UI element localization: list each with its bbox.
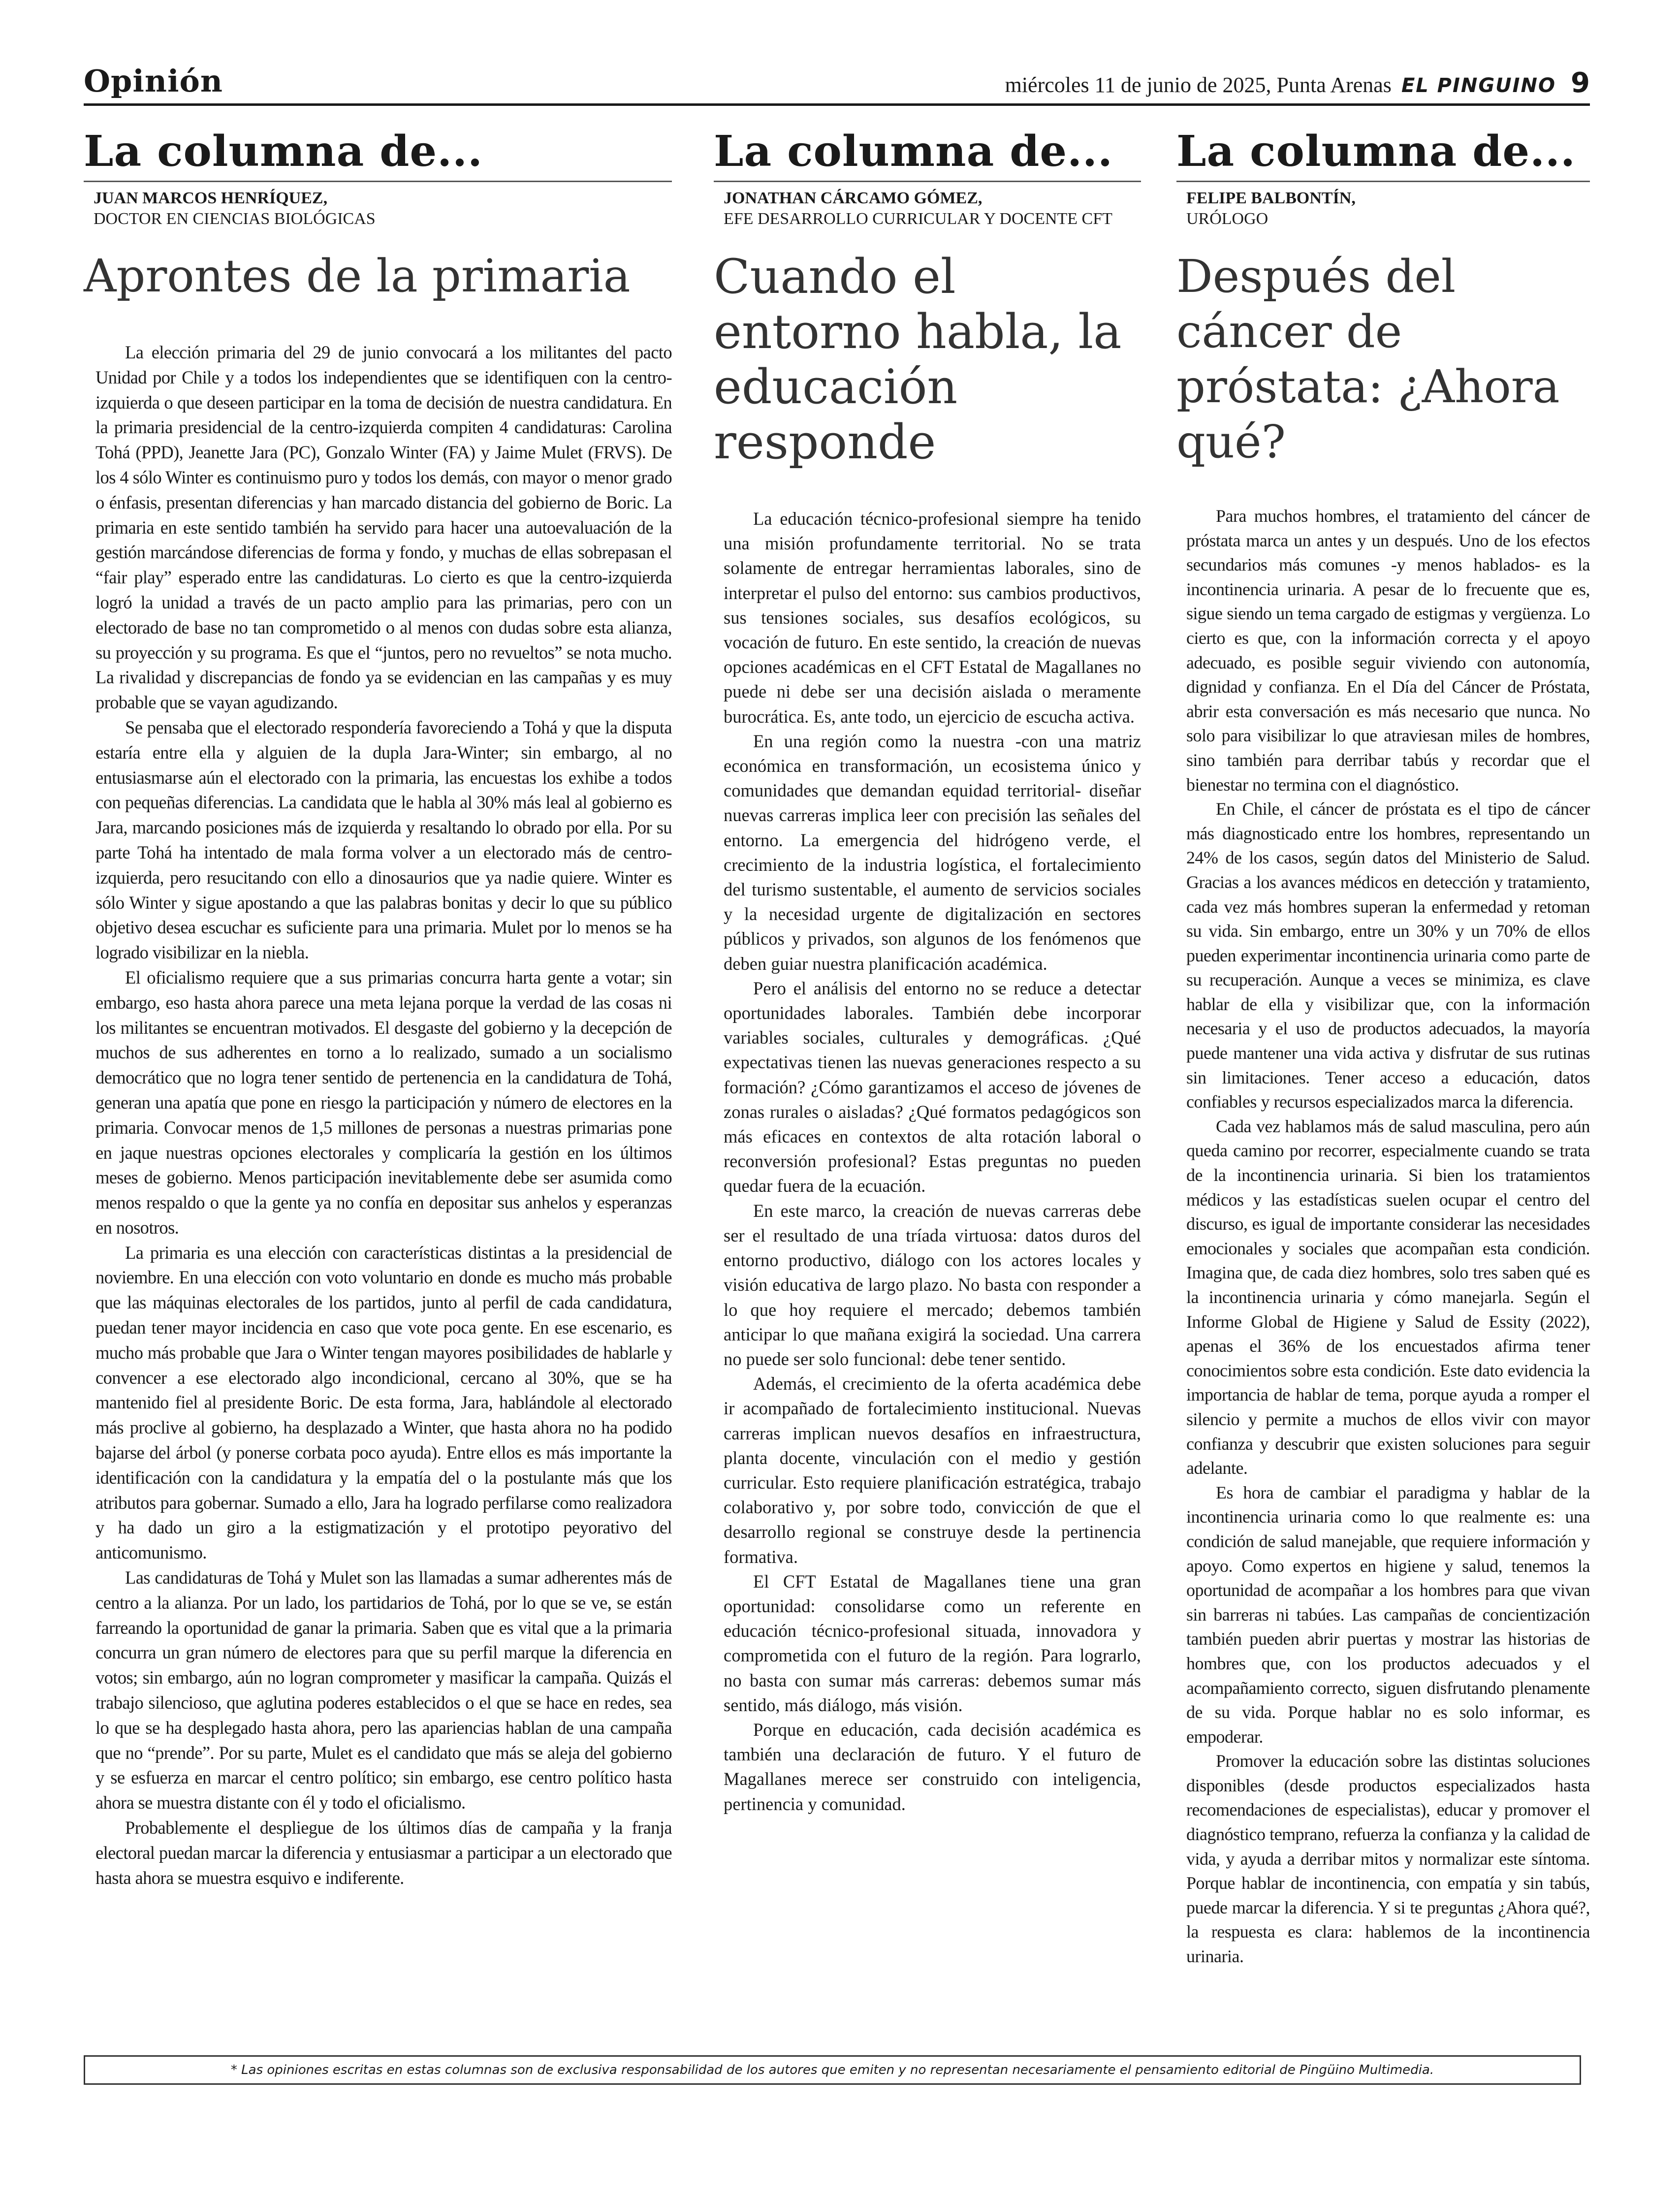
paragraph: En este marco, la creación de nuevas carreras debe ser el resultado de una tríada virtuosa: datos duros del entorno productivo, diálogo con los actores locales y visión educativa de largo plazo. No basta con responder a lo que hoy requiere el mercado; debemos también anticipar lo que mañana exigirá la sociedad. Una carrera no puede ser solo funcional: debe tener sentido. — [724, 1200, 1141, 1369]
page-number: 9 — [1571, 67, 1590, 99]
paragraph: En una región como la nuestra -con una matriz económica en transformación, un ecosistema único y comunidades que demandan equidad territorial- diseñar nuevas carreras implica leer con precisión las señales del entorno. La emergencia del hidrógeno verde, el crecimiento de la industria logística, el fortalecimiento del turismo sustentable, el aumento de servicios sociales y la necesidad urgente de digitalización en sectores públicos y privados, son algunos de los fenómenos que deben guiar nuestra planificación académica. — [724, 731, 1141, 974]
paragraph: Promover la educación sobre las distintas soluciones disponibles (desde productos especializados hasta recomendaciones de especialistas), educar y promover el diagnóstico temprano, refuerza la confianza y la calidad de vida, y ayuda a derribar mitos y normalizar este síntoma. Porque hablar de incontinencia, con empatía y sin tabús, puede marcar la diferencia. Y si te preguntas ¿Ahora qué?, la respuesta es clara: hablemos de la incontinencia urinaria. — [1186, 1751, 1590, 1967]
paragraph: Cada vez hablamos más de salud masculina, pero aún queda camino por recorrer, especialmente cuando se trata de la incontinencia urinaria. Si bien los tratamientos médicos y las estadísticas suelen ocupar el centro del discurso, es igual de importante considerar las necesidades emocionales y sociales que acompañan esta condición. Imagina que, de cada diez hombres, solo tres saben qué es la incontinencia urinaria y cómo manejarla. Según el Informe Global de Higiene y Salud de Essity (2022), apenas el 36% de los encuestados afirma tener conocimientos sobre esta condición. Este dato evidencia la importancia de hablar de tema, porque ayuda a romper el silencio y permite a muchos de ellos vivir con mayor confianza y descubrir que existen soluciones para seguir adelante. — [1186, 1116, 1590, 1478]
paragraph: El CFT Estatal de Magallanes tiene una gran oportunidad: consolidarse como un referente en educación técnico-profesional situada, innovadora y comprometida con el futuro de la región. Para lograrlo, no basta con sumar más carreras: debemos sumar más sentido, más diálogo, más visión. — [724, 1571, 1141, 1715]
paragraph: Probablemente el despliegue de los últimos días de campaña y la franja electoral puedan marcar la diferencia y entusiasmar a participar a un electorado que hasta ahora se muestra esquivo e indiferente. — [95, 1817, 672, 1888]
author-title: URÓLOGO — [1186, 210, 1268, 228]
brand-logo: EL PINGUINO — [1401, 74, 1556, 97]
paragraph: Las candidaturas de Tohá y Mulet son las llamadas a sumar adherentes más de centro a la alianza. Por un lado, los partidarios de Tohá, por lo que se ve, se están farreando la oportunidad de ganar la primaria. Saben que es vital que a la primaria concurra un gran número de electores para que su perfil marque la diferencia en votos; sin embargo, aún no logran comprometer y masificar la campaña. Quizás el trabajo silencioso, que aglutina poderes establecidos o el que se hace en redes, sea lo que se ha desplegado hasta ahora, pero las apariencias hablan de una campaña que no “prende”. Por su parte, Mulet es el candidato que más se aleja del gobierno y se esfuerza en marcar el centro político; sin embargo, ese centro político hasta ahora se muestra distante con él y todo el oficialismo. — [95, 1567, 672, 1813]
article-headline: Cuando el entorno habla, la educación responde — [714, 249, 1122, 470]
paragraph: Porque en educación, cada decisión académica es también una declaración de futuro. Y el futuro de Magallanes merece ser construido con inteligencia, pertinencia y comunidad. — [724, 1719, 1141, 1814]
paragraph: Pero el análisis del entorno no se reduce a detectar oportunidades laborales. También debe incorporar variables sociales, culturales y demográficas. ¿Qué expectativas tienen las nuevas generaciones respecto a su formación? ¿Cómo garantizamos el acceso de jóvenes de zonas rurales o aisladas? ¿Qué formatos pedagógicos son más eficaces en contextos de alta rotación laboral o reconversión profesional? Estas preguntas no pueden quedar fuera de la ecuación. — [724, 978, 1141, 1196]
paragraph: Es hora de cambiar el paradigma y hablar de la incontinencia urinaria como lo que realmente es: una condición de salud manejable, que requiere información y apoyo. Como expertos en higiene y salud, tenemos la oportunidad de acompañar a los hombres para que vivan sin barreras ni tabúes. Las campañas de concientización también pueden abrir puertas y mostrar las historias de hombres que, con los productos adecuados y el acompañamiento correcto, siguen disfrutando plenamente de su vida. Porque hablar no es solo informar, es empoderar. — [1186, 1482, 1590, 1747]
article-headline: Aprontes de la primaria — [84, 250, 631, 302]
author-title: EFE DESARROLLO CURRICULAR Y DOCENTE CFT — [724, 210, 1112, 228]
date-line: miércoles 11 de junio de 2025, Punta Arenas — [1005, 73, 1392, 97]
author-name: JONATHAN CÁRCAMO GÓMEZ, — [724, 189, 983, 207]
paragraph: Para muchos hombres, el tratamiento del cáncer de próstata marca un antes y un después. Uno de los efectos secundarios más comunes -y menos hablados- es la incontinencia urinaria. A pesar de lo frecuente que es, sigue siendo un tema cargado de estigmas y vergüenza. Lo cierto es que, con la información correcta y el apoyo adecuado, es posible seguir viviendo con autonomía, dignidad y confianza. En el Día del Cáncer de Próstata, abrir esta conversación es más necesario que nunca. No solo para visibilizar lo que atraviesan miles de hombres, sino también para derribar tabús y recordar que el bienestar no termina con el diagnóstico. — [1186, 506, 1590, 795]
article-body — [724, 507, 1141, 1816]
author-name: JUAN MARCOS HENRÍQUEZ, — [94, 189, 328, 207]
column-3 — [1176, 127, 1590, 1969]
disclaimer-box: * Las opiniones escritas en estas columnas son de exclusiva responsabilidad de los autores que emiten y no representan necesariamente el pensamiento editorial de Pingüino Multimedia. — [84, 2055, 1581, 2085]
section-label: Opinión — [84, 63, 223, 99]
paragraph: La educación técnico-profesional siempre ha tenido una misión profundamente territorial. No se trata solamente de entregar herramientas laborales, sino de interpretar el pulso del entorno: sus cambios productivos, sus tensiones sociales, sus desafíos ecológicos, su vocación de futuro. En este sentido, la creación de nuevas opciones académicas en el CFT Estatal de Magallanes no puede ni debe ser una decisión aislada o meramente burocrática. Es, ante todo, un ejercicio de escucha activa. — [724, 509, 1141, 727]
paragraph: La elección primaria del 29 de junio convocará a los militantes del pacto Unidad por Chile y a todos los independientes que se identifiquen con la centro-izquierda o que deseen participar en la toma de decisión de nuestra candidatura. En la primaria presidencial de la centro-izquierda compiten 4 candidaturas: Carolina Tohá (PPD), Jeanette Jara (PC), Gonzalo Winter (FA) y Jaime Mulet (FRVS). De los 4 sólo Winter es continuismo puro y todos los demás, con mayor o menor grado o énfasis, presentan diferencias y han marcado distancia del gobierno de Boric. La primaria en este sentido también ha servido para hacer una autoevaluación de la gestión marcándose diferencias de forma y fondo, y muchas de ellas sobrepasan el “fair play” esperado entre las candidaturas. Lo cierto es que la centro-izquierda logró la unidad a través de un pacto amplio para las primarias, pero con un electorado de base no tan comprometido o al menos con dudas sobre esta alianza, su proyección y su programa. Es que el “juntos, pero no revueltos” se nota mucho. La rivalidad y discrepancias de fondo ya se evidencian en las campañas y es muy probable que se vayan agudizando. — [95, 342, 672, 713]
author-name: FELIPE BALBONTÍN, — [1186, 189, 1356, 207]
column-kicker: La columna de... — [1176, 130, 1590, 182]
article-headline: Después del cáncer de próstata: ¿Ahora qué? — [1176, 250, 1560, 468]
paragraph: Se pensaba que el electorado respondería favoreciendo a Tohá y que la disputa estaría entre ella y alguien de la dupla Jara-Winter; sin embargo, al no entusiasmarse aún el electorado con la primaria, las encuestas los exhibe a todos con pequeñas diferencias. La candidata que le habla al 30% más leal al gobierno es Jara, marcando posiciones más de izquierda y resaltando lo obrado por ella. Por su parte Tohá ha intentado de mala forma volver a un electorado más de centro-izquierda, pero resucitando con ello a dinosaurios que ya nadie quiere. Winter es sólo Winter y sigue apostando a que las palabras bonitas y decir lo que su público objetivo desea escuchar es suficiente para una primaria. Mulet por lo menos se ha logrado visibilizar en la niebla. — [95, 717, 672, 963]
article-body — [1186, 504, 1590, 1969]
page-header — [84, 59, 1590, 106]
column-kicker: La columna de... — [714, 130, 1141, 182]
author-title: DOCTOR EN CIENCIAS BIOLÓGICAS — [94, 210, 376, 228]
paragraph: En Chile, el cáncer de próstata es el tipo de cáncer más diagnosticado entre los hombres, representando un 24% de los casos, según datos del Ministerio de Salud. Gracias a los avances médicos en detección y tratamiento, cada vez más hombres superan la enfermedad y retoman su vida. Sin embargo, entre un 30% y un 70% de ellos pueden experimentar incontinencia urinaria como parte de su recuperación. Aunque a veces se minimiza, es clave hablar de ella y visibilizar que, con la información necesaria y el uso de productos adecuados, la mayoría puede mantener una vida activa y disfrutar de sus rutinas sin limitaciones. Tener acceso a educación, datos confiables y recursos especializados marca la diferencia. — [1186, 799, 1590, 1112]
column-1 — [84, 127, 672, 1890]
paragraph: Además, el crecimiento de la oferta académica debe ir acompañado de fortalecimiento institucional. Nuevas carreras implican nuevos desafíos en infraestructura, planta docente, vinculación con el medio y gestión curricular. Esto requiere planificación estratégica, trabajo colaborativo y, por sobre todo, convicción de que el desarrollo regional se construye desde la pertinencia formativa. — [724, 1373, 1141, 1567]
paragraph: La primaria es una elección con características distintas a la presidencial de noviembre. En una elección con voto voluntario en donde es mucho más probable que las máquinas electorales de los partidos, junto al perfil de cada candidatura, puedan tener mayor incidencia en caso que vote poca gente. En ese escenario, es mucho más probable que Jara o Winter tengan mayores posibilidades de hablarle y convencer a ese electorado algo incondicional, cercano al 30%, que se ha mantenido fiel al presidente Boric. De esta forma, Jara, hablándole al electorado más proclive al gobierno, ha desplazado a Winter, que hasta ahora no ha podido bajarse del árbol (y ponerse corbata poco ayuda). Entre ellos es más importante la identificación con la candidatura y la empatía del o la postulante más que los atributos para gobernar. Sumado a ello, Jara ha logrado perfilarse como realizadora y ha dado un giro a la estigmatización y el prototipo peyorativo del anticomunismo. — [95, 1242, 672, 1563]
column-2 — [714, 127, 1141, 1816]
article-body — [95, 340, 672, 1890]
paragraph: El oficialismo requiere que a sus primarias concurra harta gente a votar; sin embargo, eso hasta ahora parece una meta lejana porque la verdad de las cosas ni los militantes se encuentran motivados. El desgaste del gobierno y la decepción de muchos de sus adherentes en torno a lo realizado, sumado a un socialismo democrático que no logra tener sentido de pertenencia en la candidatura de Tohá, generan una apatía que pone en riesgo la participación y número de electores en la primaria. Convocar menos de 1,5 millones de personas a nuestras primarias pone en jaque nuestras opciones electorales y complicaría la gestión en los últimos meses de gobierno. Menos participación inevitablemente debe ser asumida como menos respaldo o que la gente ya no confía en depositar sus anhelos y esperanzas en nosotros. — [95, 967, 672, 1238]
header-right — [1005, 67, 1590, 99]
column-kicker: La columna de... — [84, 130, 672, 182]
